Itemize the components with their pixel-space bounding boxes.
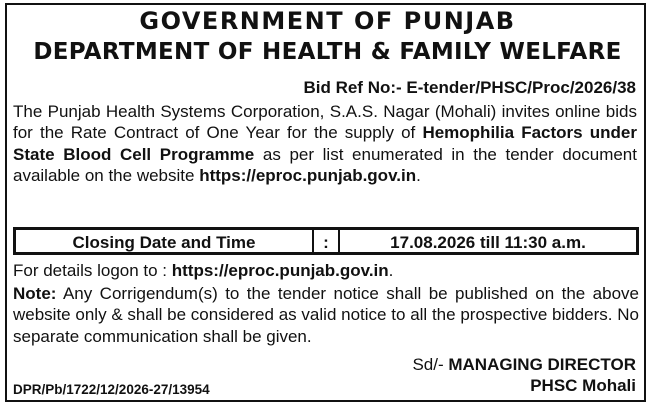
details-url[interactable]: https://eproc.punjab.gov.in	[171, 261, 389, 280]
government-title: GOVERNMENT OF PUNJAB	[139, 7, 516, 35]
bid-reference: Bid Ref No:- E-tender/PHSC/Proc/2026/38	[303, 78, 636, 97]
details-line	[13, 261, 393, 281]
department-title: DEPARTMENT OF HEALTH & FAMILY WELFARE	[33, 39, 622, 65]
note-label: Note:	[13, 284, 57, 303]
signature-designation: MANAGING DIRECTOR	[448, 355, 636, 374]
notice-body	[13, 101, 637, 186]
closing-label: Closing Date and Time	[14, 228, 312, 254]
signature-line	[412, 355, 636, 375]
signature-sd: Sd/-	[412, 355, 449, 374]
closing-date-table	[13, 227, 639, 255]
tender-item: Hemophilia Factors under State Blood Cell Programme	[13, 123, 637, 164]
body-text-1: The Punjab Health Systems Corporation, S.A.S. Nagar (Mohali) invites online bids for the Rate Contract of One Year for the supply of	[13, 102, 637, 143]
tender-notice	[5, 3, 646, 402]
body-text-end: .	[416, 165, 421, 185]
closing-value: 17.08.2026 till 11:30 a.m.	[340, 228, 638, 254]
details-prefix: For details logon to :	[13, 261, 172, 280]
signature-office: PHSC Mohali	[530, 376, 636, 395]
closing-separator: :	[312, 228, 340, 254]
note-text: Any Corrigendum(s) to the tender notice shall be published on the above website only & shall be considered as valid notice to all the prospective bidders. No separate communication shall be given.	[13, 284, 639, 346]
details-end: .	[388, 261, 394, 280]
note-paragraph	[13, 283, 639, 347]
body-text-2: as per list enumerated in the tender document available on the website	[13, 144, 637, 185]
dpr-number: DPR/Pb/1722/12/2026-27/13954	[13, 382, 210, 397]
website-link[interactable]: https://eproc.punjab.gov.in	[199, 165, 417, 185]
